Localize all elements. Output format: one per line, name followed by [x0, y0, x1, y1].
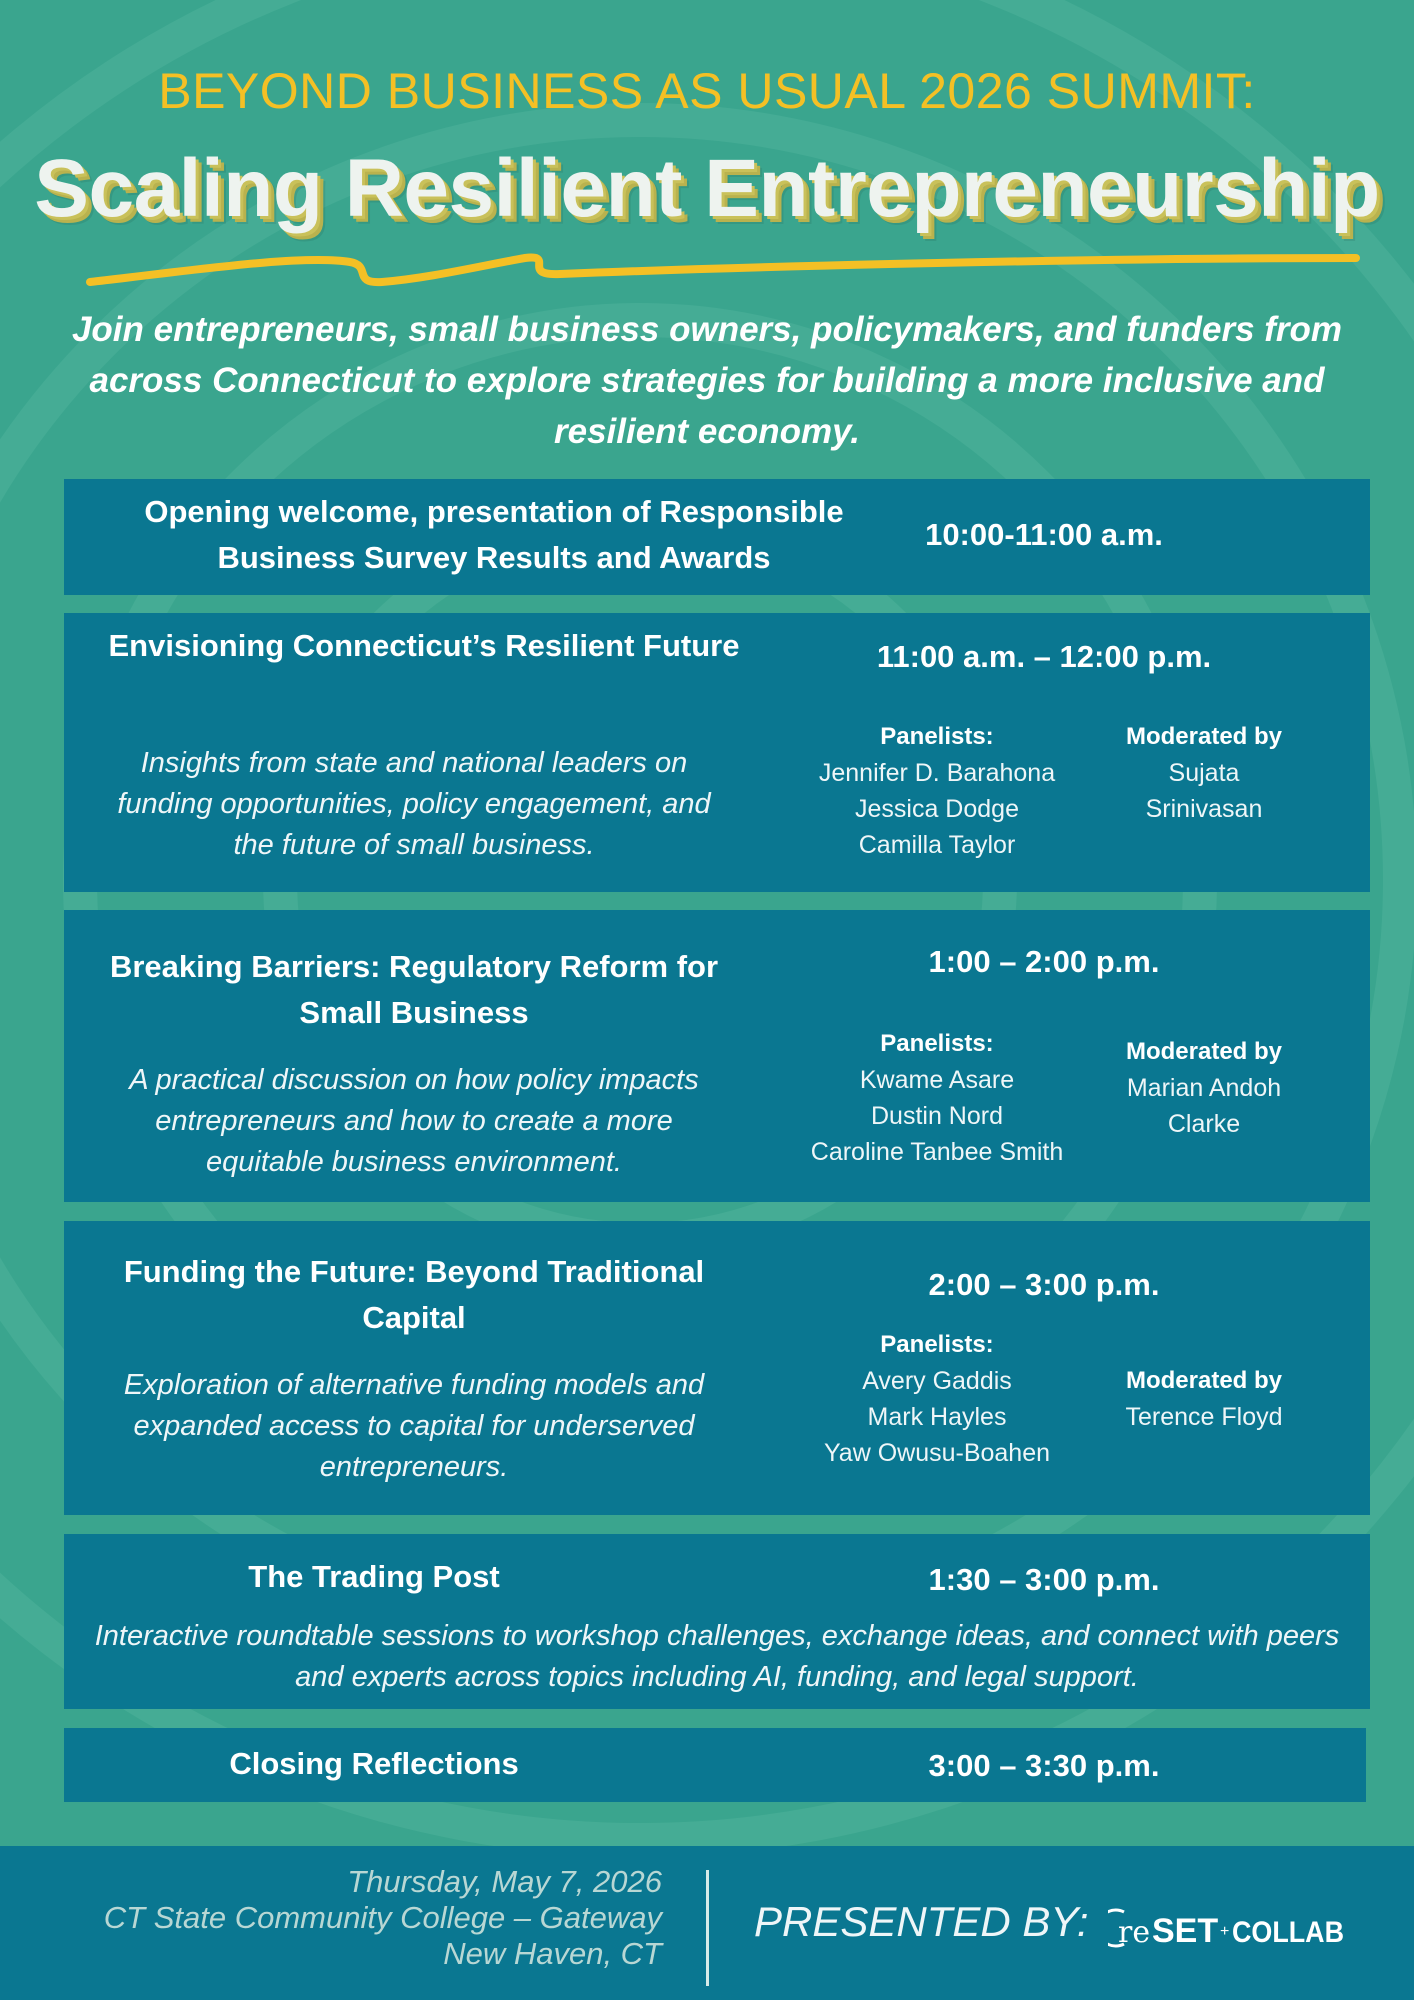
session-card-breaking-barriers [64, 910, 1370, 1202]
panelist-name: Dustin Nord [871, 1102, 1003, 1130]
moderator-label: Moderated by [1125, 1367, 1283, 1394]
session-card-envisioning [64, 613, 1370, 892]
panelist-name: Jennifer D. Barahona [818, 759, 1056, 787]
panelist-name: Yaw Owusu-Boahen [823, 1439, 1051, 1467]
title-underline-decoration [0, 236, 1414, 296]
panelist-name: Caroline Tanbee Smith [810, 1138, 1064, 1166]
moderator-name: Sujata [1168, 759, 1240, 787]
panelists-label: Panelists: [880, 723, 994, 750]
panelists-label: Panelists: [880, 1331, 994, 1358]
session-description: Insights from state and national leaders on funding opportunities, policy engagement, and the future of small business. [117, 747, 711, 861]
session-time: 1:00 – 2:00 p.m. [928, 944, 1160, 979]
moderator-label: Moderated by [1125, 723, 1283, 750]
panelists-column [792, 719, 1082, 863]
session-title: Funding the Future: Beyond Traditional Capital [123, 1254, 705, 1335]
session-description: Interactive roundtable sessions to workshop challenges, exchange ideas, and connect with peers and experts across topics including AI, funding, and legal support. [94, 1620, 1340, 1693]
moderator-name: Terence Floyd [1125, 1403, 1283, 1431]
session-title: Closing Reflections [229, 1746, 519, 1781]
session-card-funding-future [64, 1221, 1370, 1515]
reset-collab-logo [1108, 1898, 1348, 1954]
event-venue: CT State Community College – Gateway [103, 1900, 662, 1935]
moderator-name: Srinivasan [1145, 795, 1263, 823]
session-title: Breaking Barriers: Regulatory Reform for Small Business [109, 949, 719, 1030]
session-title: Opening welcome, presentation of Responsible Business Survey Results and Awards [144, 494, 844, 575]
svg-text:COLLAB: COLLAB [1232, 1916, 1344, 1949]
panelist-name: Jessica Dodge [855, 795, 1019, 823]
event-city: New Haven, CT [443, 1936, 662, 1971]
moderator-label: Moderated by [1125, 1038, 1283, 1065]
presented-by-label: PRESENTED BY: [754, 1898, 1089, 1945]
session-description: A practical discussion on how policy impacts entrepreneurs and how to create a more equitable business environment. [129, 1064, 699, 1178]
svg-text:SET: SET [1152, 1912, 1219, 1950]
panelists-column [792, 1327, 1082, 1471]
footer [0, 1846, 1414, 2000]
svg-text:re: re [1118, 1915, 1151, 1950]
moderator-column [1084, 1363, 1324, 1435]
moderator-column [1084, 719, 1324, 827]
page-title: Scaling Resilient Entrepreneurship [34, 143, 1380, 234]
footer-divider [706, 1870, 709, 1986]
panelists-label: Panelists: [880, 1030, 994, 1057]
session-time: 1:30 – 3:00 p.m. [928, 1562, 1160, 1597]
session-time: 2:00 – 3:00 p.m. [928, 1267, 1160, 1302]
moderator-name: Marian Andoh [1126, 1074, 1282, 1102]
panelist-name: Mark Hayles [867, 1403, 1007, 1431]
panelists-column [782, 1026, 1092, 1170]
session-title: The Trading Post [248, 1559, 500, 1594]
svg-text:+: + [1220, 1923, 1230, 1940]
panelist-name: Camilla Taylor [858, 831, 1016, 859]
summit-kicker: BEYOND BUSINESS AS USUAL 2026 SUMMIT: [158, 63, 1256, 119]
event-details [20, 1864, 662, 1972]
moderator-name: Clarke [1167, 1110, 1241, 1138]
session-description: Exploration of alternative funding models and expanded access to capital for underserved entrepreneurs. [123, 1369, 705, 1483]
session-title: Envisioning Connecticut’s Resilient Future [108, 628, 740, 663]
event-date: Thursday, May 7, 2026 [347, 1864, 662, 1899]
session-card-closing [64, 1728, 1366, 1802]
intro-text: Join entrepreneurs, small business owners, policymakers, and funders from across Connecticut to explore strategies for building a more inclusive and resilient economy. [71, 310, 1343, 451]
session-time: 11:00 a.m. – 12:00 p.m. [876, 639, 1212, 674]
session-time: 3:00 – 3:30 p.m. [928, 1748, 1160, 1783]
session-card-opening [64, 479, 1370, 595]
moderator-column [1084, 1034, 1324, 1142]
session-card-trading-post [64, 1534, 1370, 1709]
panelist-name: Kwame Asare [859, 1066, 1015, 1094]
session-time: 10:00-11:00 a.m. [925, 517, 1163, 552]
panelist-name: Avery Gaddis [862, 1367, 1012, 1395]
